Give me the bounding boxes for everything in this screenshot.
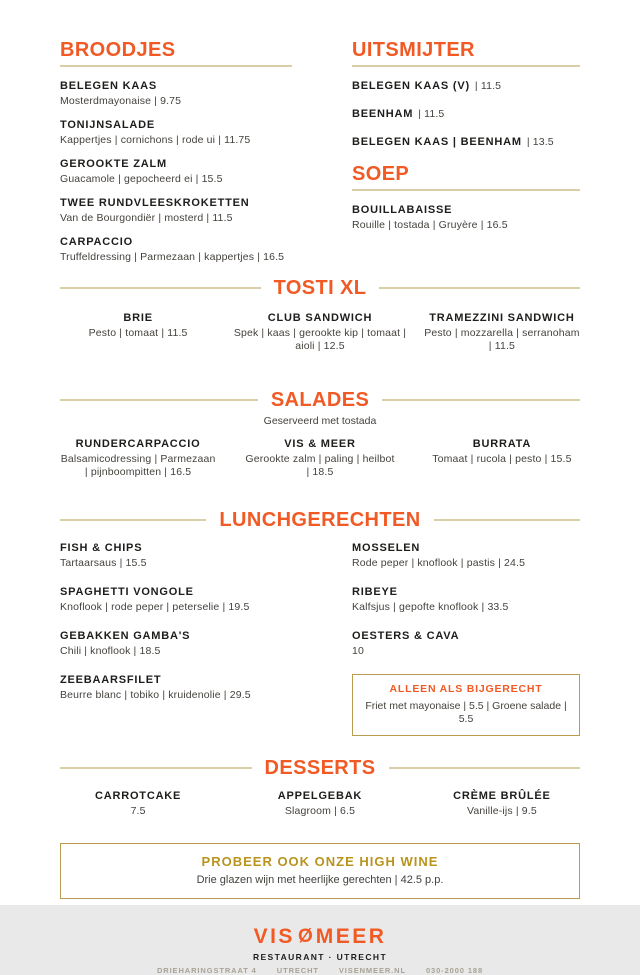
salades-items — [60, 438, 580, 490]
item-desc: Tartaarsaus | 15.5 — [60, 557, 147, 569]
broodjes-title: BROODJES — [60, 39, 176, 61]
side-box-desc: Friet met mayonaise | 5.5 | Groene salade | 5.5 — [365, 700, 567, 725]
soep-title: SOEP — [352, 163, 410, 185]
menu-item-carrotcake — [60, 790, 216, 818]
salades-header — [60, 390, 580, 410]
item-desc: Tomaat | rucola | pesto | 15.5 — [432, 453, 572, 465]
menu-item-gebakken-gambas — [60, 630, 292, 658]
item-desc: Spek | kaas | gerookte kip | tomaat | aioli | 12.5 — [233, 327, 407, 352]
divider-line-left — [60, 767, 252, 769]
item-desc: Truffeldressing | Parmezaan | kappertjes | 16.5 — [60, 251, 285, 263]
divider-line-left — [60, 287, 261, 289]
menu-item-oesters-cava — [352, 630, 580, 658]
menu-item-ribeye — [352, 586, 580, 614]
broodjes-header — [60, 40, 292, 67]
item-name: GEBAKKEN GAMBA'S — [60, 630, 191, 642]
tosti-header — [60, 278, 580, 298]
item-desc: Balsamicodressing | Parmezaan | pijnboompitten | 16.5 — [60, 453, 216, 478]
top-sections — [60, 40, 580, 275]
item-name: TWEE RUNDVLEESKROKETTEN — [60, 197, 250, 209]
item-desc: Mosterdmayonaise | 9.75 — [60, 95, 182, 107]
right-top-column — [352, 40, 580, 275]
menu-item-vis-meer-salade — [230, 438, 410, 479]
item-name: APPELGEBAK — [277, 790, 363, 802]
logo-text-vis: VIS — [253, 925, 295, 948]
menu-item-creme-brulee — [424, 790, 580, 818]
item-desc: Chili | knoflook | 18.5 — [60, 645, 161, 657]
section-desserts — [60, 758, 580, 829]
item-price: | 13.5 — [526, 136, 554, 148]
item-desc: Kalfsjus | gepofte knoflook | 33.5 — [352, 601, 509, 613]
soep-header — [352, 164, 580, 191]
menu-item-mosselen — [352, 542, 580, 570]
lunch-right-column — [352, 542, 580, 736]
divider-line-right — [434, 519, 580, 521]
item-desc: Pesto | mozzarella | serranoham | 11.5 — [424, 327, 580, 352]
item-name: FISH & CHIPS — [60, 542, 143, 554]
divider-line-left — [60, 399, 258, 401]
item-name: CARROTCAKE — [94, 790, 182, 802]
broodjes-rule — [60, 65, 292, 67]
uitsmijter-title: UITSMIJTER — [352, 39, 475, 61]
item-desc: Rode peper | knoflook | pastis | 24.5 — [352, 557, 526, 569]
item-name: BEENHAM — [352, 108, 414, 120]
uitsmijter-header — [352, 40, 580, 67]
item-desc: Kappertjes | cornichons | rode ui | 11.75 — [60, 134, 251, 146]
lunch-title: LUNCHGERECHTEN — [219, 509, 421, 531]
section-lunchgerechten — [60, 510, 580, 736]
vis-en-meer-logo — [60, 926, 580, 947]
salades-subtitle: Geserveerd met tostada — [263, 415, 377, 427]
item-desc: Knoflook | rode peper | peterselie | 19.5 — [60, 601, 250, 613]
menu-item-carpaccio — [60, 236, 292, 264]
desserts-items — [60, 790, 580, 829]
item-desc: 10 — [352, 645, 364, 657]
divider-line-right — [379, 287, 580, 289]
divider-line-right — [382, 399, 580, 401]
footer — [60, 926, 580, 975]
menu-item-zeebaarsfilet — [60, 674, 292, 702]
item-desc: Slagroom | 6.5 — [284, 805, 356, 817]
item-name: BELEGEN KAAS | BEENHAM — [352, 136, 522, 148]
menu-item-rundercarpaccio — [60, 438, 216, 479]
lunch-header — [60, 510, 580, 530]
item-name: GEROOKTE ZALM — [60, 158, 167, 170]
tosti-title: TOSTI XL — [273, 277, 367, 299]
item-desc: Guacamole | gepocheerd ei | 15.5 — [60, 173, 223, 185]
footer-address: DRIEHARINGSTRAAT 4 — [156, 966, 257, 975]
item-desc: Pesto | tomaat | 11.5 — [88, 327, 188, 339]
menu-item-rundvleeskroketten — [60, 197, 292, 225]
item-name: TRAMEZZINI SANDWICH — [429, 312, 575, 324]
section-salades — [60, 390, 580, 490]
menu-item-belegen-kaas — [60, 80, 292, 108]
item-name: VIS & MEER — [284, 438, 356, 450]
item-name: SPAGHETTI VONGOLE — [60, 586, 194, 598]
menu-item-spaghetti-vongole — [60, 586, 292, 614]
menu-item-gerookte-zalm — [60, 158, 292, 186]
high-wine-promo-box — [60, 843, 580, 899]
item-desc: Vanille-ijs | 9.5 — [466, 805, 537, 817]
menu-item-kaas-beenham — [352, 136, 580, 149]
menu-item-brie — [60, 312, 216, 353]
restaurant-tagline: RESTAURANT · UTRECHT — [252, 952, 388, 962]
lunch-left-column — [60, 542, 292, 736]
divider-line-right — [389, 767, 581, 769]
menu-item-club-sandwich — [230, 312, 410, 353]
item-name: RUNDERCARPACCIO — [75, 438, 201, 450]
menu-item-tramezzini — [424, 312, 580, 353]
tosti-items — [60, 312, 580, 364]
section-soep — [352, 164, 580, 232]
high-wine-desc: Drie glazen wijn met heerlijke gerechten | 42.5 p.p. — [196, 874, 444, 886]
item-name: BELEGEN KAAS — [60, 80, 157, 92]
item-name: BURRATA — [472, 438, 532, 450]
item-name: BOUILLABAISSE — [352, 204, 453, 216]
side-dish-box — [352, 674, 580, 736]
item-name: BELEGEN KAAS (V) — [352, 80, 470, 92]
soep-rule — [352, 189, 580, 191]
footer-website: VISENMEER.NL — [338, 966, 406, 975]
item-name: RIBEYE — [352, 586, 398, 598]
footer-phone: 030-2000 188 — [425, 966, 484, 975]
desserts-title: DESSERTS — [264, 757, 376, 779]
section-uitsmijter — [352, 40, 580, 149]
menu-item-bouillabaisse — [352, 204, 580, 232]
item-desc: Van de Bourgondiër | mosterd | 11.5 — [60, 212, 233, 224]
menu-item-belegen-kaas-v — [352, 80, 580, 93]
high-wine-title: PROBEER OOK ONZE HIGH WINE — [201, 854, 439, 869]
lunch-items — [60, 542, 580, 736]
item-name: MOSSELEN — [352, 542, 421, 554]
footer-city: UTRECHT — [276, 966, 319, 975]
side-box-title: ALLEEN ALS BIJGERECHT — [389, 683, 543, 695]
item-name: OESTERS & CAVA — [352, 630, 460, 642]
menu-item-beenham — [352, 108, 580, 121]
logo-text-meer: MEER — [315, 925, 387, 948]
menu-item-appelgebak — [230, 790, 410, 818]
footer-contact-line — [60, 966, 580, 975]
menu-item-fish-chips — [60, 542, 292, 570]
desserts-header — [60, 758, 580, 778]
section-broodjes — [60, 40, 292, 275]
divider-line-left — [60, 519, 206, 521]
menu-item-tonijnsalade — [60, 119, 292, 147]
item-desc: Gerookte zalm | paling | heilbot | 18.5 — [245, 453, 395, 478]
item-name: CARPACCIO — [60, 236, 133, 248]
section-tosti-xl — [60, 278, 580, 364]
item-name: CRÈME BRÛLÉE — [453, 790, 551, 802]
item-name: TONIJNSALADE — [60, 119, 155, 131]
item-desc: Beurre blanc | tobiko | kruidenolie | 29.5 — [60, 689, 251, 701]
salades-title: SALADES — [270, 389, 370, 411]
uitsmijter-rule — [352, 65, 580, 67]
item-name: ZEEBAARSFILET — [60, 674, 162, 686]
item-desc: Rouille | tostada | Gruyère | 16.5 — [352, 219, 508, 231]
item-desc: 7.5 — [130, 805, 146, 817]
item-name: CLUB SANDWICH — [267, 312, 373, 324]
menu-item-burrata — [424, 438, 580, 479]
item-price: | 11.5 — [418, 108, 445, 120]
fish-hook-circle-icon: Ø — [297, 926, 313, 947]
item-name: BRIE — [123, 312, 153, 324]
item-price: | 11.5 — [474, 80, 502, 92]
